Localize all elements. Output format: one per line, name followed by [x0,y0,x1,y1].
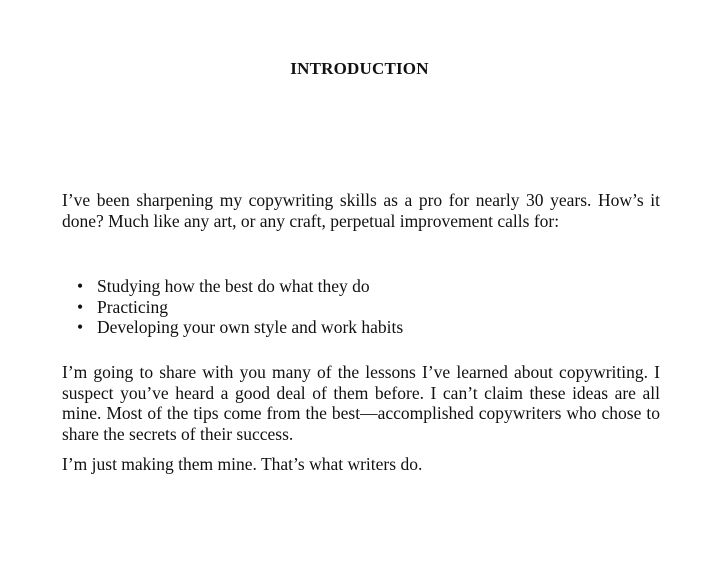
list-item [62,317,660,338]
intro-paragraph-3: I’m just making them mine. That’s what writers do. [62,454,423,474]
bullet-icon: • [77,317,84,337]
page-title: INTRODUCTION [290,59,429,78]
intro-paragraph-1: I’ve been sharpening my copywriting skills as a pro for nearly 30 years. How’s it done? Much like any art, or any craft, perpetual improvement calls for: [62,190,660,231]
bullet-list [62,276,660,338]
bullet-icon: • [77,276,84,296]
list-item-text: Developing your own style and work habits [97,317,404,337]
list-item [62,276,660,297]
intro-paragraph-2: I’m going to share with you many of the lessons I’ve learned about copywriting. I suspect you’ve heard a good deal of them before. I can’t claim these ideas are all mine. Most of the tips come from the best—accomplished copywriters who chose to share the secrets of their success. [62,362,660,444]
bullet-icon: • [77,296,84,317]
list-item [62,297,660,318]
list-item-text: Studying how the best do what they do [97,276,370,296]
list-item-text: Practicing [97,296,168,317]
